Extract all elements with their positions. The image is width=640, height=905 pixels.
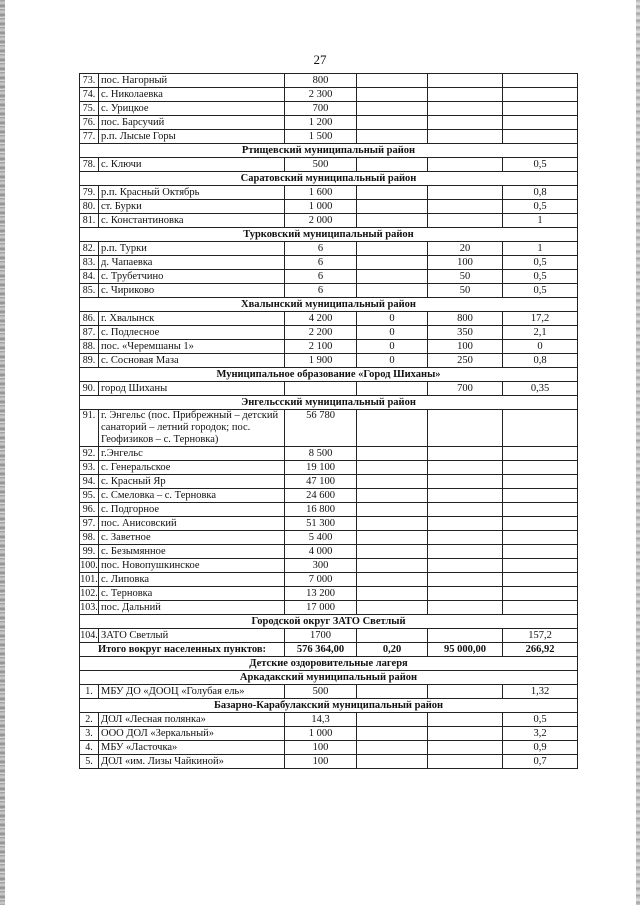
total-label: Итого вокруг населенных пунктов: <box>80 643 285 657</box>
settlement-name: с. Трубетчино <box>99 270 285 284</box>
value-col-1: 700 <box>285 102 357 116</box>
total-value-4: 266,92 <box>503 643 578 657</box>
value-col-3: 350 <box>428 326 503 340</box>
settlement-name: ООО ДОЛ «Зеркальный» <box>99 727 285 741</box>
section-header: Аркадакский муниципальный район <box>80 671 578 685</box>
value-col-4: 1 <box>503 242 578 256</box>
value-col-4 <box>503 116 578 130</box>
row-number: 92. <box>80 447 99 461</box>
row-number: 3. <box>80 727 99 741</box>
settlement-name: с. Ключи <box>99 158 285 172</box>
row-number: 4. <box>80 741 99 755</box>
value-col-4: 0,5 <box>503 270 578 284</box>
settlement-name: с. Чириково <box>99 284 285 298</box>
settlement-name: ДОЛ «Лесная полянка» <box>99 713 285 727</box>
value-col-3 <box>428 531 503 545</box>
table-row <box>80 741 578 755</box>
value-col-2 <box>357 503 428 517</box>
row-number: 100. <box>80 559 98 571</box>
value-col-1: 6 <box>285 242 357 256</box>
value-col-1: 100 <box>285 755 357 769</box>
value-col-2 <box>357 130 428 144</box>
table-row <box>80 326 578 340</box>
table-row <box>80 559 578 573</box>
total-value-1: 576 364,00 <box>285 643 357 657</box>
row-number: 2. <box>80 713 99 727</box>
row-number: 101. <box>80 573 98 585</box>
value-col-3 <box>428 158 503 172</box>
table-row <box>80 340 578 354</box>
value-col-3 <box>428 713 503 727</box>
settlement-name: с. Заветное <box>99 531 285 545</box>
value-col-4: 0,8 <box>503 354 578 368</box>
value-col-3 <box>428 601 503 615</box>
row-number: 84. <box>80 270 99 284</box>
value-col-4 <box>503 573 578 587</box>
value-col-3 <box>428 410 503 447</box>
value-col-4 <box>503 601 578 615</box>
value-col-4 <box>503 447 578 461</box>
row-number: 80. <box>80 200 99 214</box>
value-col-4 <box>503 410 578 447</box>
settlement-name: пос. Анисовский <box>99 517 285 531</box>
value-col-2 <box>357 242 428 256</box>
value-col-2 <box>357 629 428 643</box>
value-col-4: 0 <box>503 340 578 354</box>
row-number: 85. <box>80 284 99 298</box>
value-col-4: 0,5 <box>503 256 578 270</box>
value-col-3: 100 <box>428 340 503 354</box>
table-row <box>80 545 578 559</box>
value-col-3: 800 <box>428 312 503 326</box>
value-col-4 <box>503 587 578 601</box>
value-col-1: 1700 <box>285 629 357 643</box>
table-row <box>80 727 578 741</box>
table-row <box>80 88 578 102</box>
value-col-1: 1 000 <box>285 727 357 741</box>
section-header: Турковский муниципальный район <box>80 228 578 242</box>
row-number: 79. <box>80 186 99 200</box>
value-col-1: 500 <box>285 158 357 172</box>
table-row <box>80 130 578 144</box>
section-header: Детские оздоровительные лагеря <box>80 657 578 671</box>
value-col-2 <box>357 489 428 503</box>
table-row <box>80 312 578 326</box>
data-table <box>79 73 578 769</box>
value-col-4: 0,9 <box>503 741 578 755</box>
row-number: 98. <box>80 531 99 545</box>
table-row <box>80 685 578 699</box>
settlement-name: с. Подлесное <box>99 326 285 340</box>
value-col-3 <box>428 755 503 769</box>
value-col-3 <box>428 517 503 531</box>
table-row <box>80 517 578 531</box>
value-col-1 <box>285 382 357 396</box>
value-col-2 <box>357 559 428 573</box>
row-number: 81. <box>80 214 99 228</box>
value-col-2 <box>357 74 428 88</box>
value-col-2 <box>357 573 428 587</box>
value-col-2 <box>357 88 428 102</box>
value-col-3: 50 <box>428 270 503 284</box>
value-col-3 <box>428 685 503 699</box>
table-row <box>80 74 578 88</box>
value-col-4: 2,1 <box>503 326 578 340</box>
table-row <box>80 629 578 643</box>
row-number: 91. <box>80 410 99 447</box>
value-col-2 <box>357 214 428 228</box>
settlement-name: с. Смеловка – с. Терновка <box>99 489 285 503</box>
value-col-4 <box>503 88 578 102</box>
row-number: 5. <box>80 755 99 769</box>
total-value-2: 0,20 <box>357 643 428 657</box>
value-col-1: 1 200 <box>285 116 357 130</box>
value-col-3 <box>428 629 503 643</box>
section-header: Городской округ ЗАТО Светлый <box>80 615 578 629</box>
value-col-2: 0 <box>357 326 428 340</box>
settlement-name: пос. Дальний <box>99 601 285 615</box>
table-row <box>80 447 578 461</box>
section-header-row <box>80 368 578 382</box>
value-col-4 <box>503 461 578 475</box>
row-number: 76. <box>80 116 99 130</box>
row-number: 102. <box>80 587 98 599</box>
value-col-2 <box>357 531 428 545</box>
value-col-1: 6 <box>285 270 357 284</box>
settlement-name: с. Подгорное <box>99 503 285 517</box>
value-col-3: 20 <box>428 242 503 256</box>
value-col-2 <box>357 447 428 461</box>
value-col-3 <box>428 475 503 489</box>
value-col-2 <box>357 475 428 489</box>
row-number: 96. <box>80 503 99 517</box>
table-row <box>80 382 578 396</box>
section-header-row <box>80 228 578 242</box>
value-col-2 <box>357 741 428 755</box>
value-col-4 <box>503 517 578 531</box>
value-col-2 <box>357 410 428 447</box>
value-col-4: 0,35 <box>503 382 578 396</box>
value-col-3: 700 <box>428 382 503 396</box>
value-col-1: 51 300 <box>285 517 357 531</box>
settlement-name: р.п. Турки <box>99 242 285 256</box>
section-header-row <box>80 657 578 671</box>
settlement-name: ЗАТО Светлый <box>99 629 285 643</box>
value-col-2 <box>357 256 428 270</box>
settlement-name: г. Энгельс (пос. Прибрежный – детский санаторий – летний городок; пос. Геофизиков – с. Терновка) <box>99 410 285 447</box>
value-col-3 <box>428 214 503 228</box>
settlement-name: пос. Барсучий <box>99 116 285 130</box>
value-col-4: 0,5 <box>503 158 578 172</box>
value-col-1: 4 000 <box>285 545 357 559</box>
settlement-name: г. Хвалынск <box>99 312 285 326</box>
value-col-4: 157,2 <box>503 629 578 643</box>
value-col-3 <box>428 503 503 517</box>
value-col-1: 2 300 <box>285 88 357 102</box>
table-row <box>80 461 578 475</box>
row-number: 103. <box>80 601 98 613</box>
value-col-4 <box>503 102 578 116</box>
settlement-name: с. Безымянное <box>99 545 285 559</box>
settlement-name: с. Сосновая Маза <box>99 354 285 368</box>
row-number: 99. <box>80 545 99 559</box>
value-col-1: 19 100 <box>285 461 357 475</box>
value-col-2 <box>357 755 428 769</box>
row-number: 73. <box>80 74 99 88</box>
section-header-row <box>80 615 578 629</box>
value-col-1: 14,3 <box>285 713 357 727</box>
row-number: 1. <box>80 685 99 699</box>
section-header: Энгельсский муниципальный район <box>80 396 578 410</box>
settlement-name: с. Николаевка <box>99 88 285 102</box>
value-col-3 <box>428 130 503 144</box>
value-col-4: 1 <box>503 214 578 228</box>
settlement-name: г.Энгельс <box>99 447 285 461</box>
settlement-name: р.п. Лысые Горы <box>99 130 285 144</box>
value-col-2: 0 <box>357 312 428 326</box>
section-header-row <box>80 699 578 713</box>
value-col-1: 13 200 <box>285 587 357 601</box>
value-col-2 <box>357 713 428 727</box>
total-value-3: 95 000,00 <box>428 643 503 657</box>
settlement-name: д. Чапаевка <box>99 256 285 270</box>
value-col-2 <box>357 517 428 531</box>
section-header: Базарно-Карабулакский муниципальный район <box>80 699 578 713</box>
value-col-1: 56 780 <box>285 410 357 447</box>
table-row <box>80 270 578 284</box>
value-col-2 <box>357 545 428 559</box>
table-row <box>80 242 578 256</box>
table-row <box>80 186 578 200</box>
value-col-4: 17,2 <box>503 312 578 326</box>
value-col-4: 0,7 <box>503 755 578 769</box>
value-col-2 <box>357 200 428 214</box>
value-col-1: 500 <box>285 685 357 699</box>
section-header: Муниципальное образование «Город Шиханы» <box>80 368 578 382</box>
value-col-3 <box>428 74 503 88</box>
value-col-4: 0,5 <box>503 713 578 727</box>
table-row <box>80 116 578 130</box>
section-header: Саратовский муниципальный район <box>80 172 578 186</box>
row-number: 89. <box>80 354 99 368</box>
value-col-4 <box>503 559 578 573</box>
value-col-1: 100 <box>285 741 357 755</box>
page-number: 27 <box>313 52 327 67</box>
section-header-row <box>80 172 578 186</box>
value-col-2 <box>357 284 428 298</box>
value-col-3 <box>428 200 503 214</box>
row-number: 94. <box>80 475 99 489</box>
value-col-4: 1,32 <box>503 685 578 699</box>
value-col-2 <box>357 587 428 601</box>
value-col-3 <box>428 447 503 461</box>
table-row <box>80 475 578 489</box>
row-number: 95. <box>80 489 99 503</box>
value-col-3: 250 <box>428 354 503 368</box>
table-row <box>80 354 578 368</box>
value-col-1: 2 000 <box>285 214 357 228</box>
value-col-3 <box>428 102 503 116</box>
table-row <box>80 158 578 172</box>
value-col-4 <box>503 531 578 545</box>
table-row <box>80 503 578 517</box>
row-number: 88. <box>80 340 99 354</box>
value-col-1: 800 <box>285 74 357 88</box>
row-number: 90. <box>80 382 99 396</box>
value-col-4 <box>503 74 578 88</box>
value-col-2 <box>357 461 428 475</box>
settlement-name: ст. Бурки <box>99 200 285 214</box>
row-number: 93. <box>80 461 99 475</box>
value-col-3 <box>428 88 503 102</box>
row-number: 104. <box>80 629 98 641</box>
row-number: 82. <box>80 242 99 256</box>
settlement-name: с. Липовка <box>99 573 285 587</box>
scan-edge-left <box>0 0 5 905</box>
value-col-1: 1 500 <box>285 130 357 144</box>
value-col-1: 1 900 <box>285 354 357 368</box>
row-number: 87. <box>80 326 99 340</box>
settlement-name: ДОЛ «им. Лизы Чайкиной» <box>99 755 285 769</box>
value-col-2: 0 <box>357 340 428 354</box>
section-header: Ртищевский муниципальный район <box>80 144 578 158</box>
value-col-3 <box>428 489 503 503</box>
value-col-4 <box>503 130 578 144</box>
row-number: 75. <box>80 102 99 116</box>
value-col-1: 47 100 <box>285 475 357 489</box>
value-col-2 <box>357 116 428 130</box>
value-col-2 <box>357 158 428 172</box>
value-col-3 <box>428 116 503 130</box>
value-col-2 <box>357 102 428 116</box>
value-col-1: 5 400 <box>285 531 357 545</box>
value-col-1: 1 600 <box>285 186 357 200</box>
value-col-3 <box>428 559 503 573</box>
value-col-1: 16 800 <box>285 503 357 517</box>
table-row <box>80 573 578 587</box>
section-header-row <box>80 298 578 312</box>
row-number: 78. <box>80 158 99 172</box>
settlement-name: пос. «Черемшаны 1» <box>99 340 285 354</box>
table-row <box>80 587 578 601</box>
value-col-1: 1 000 <box>285 200 357 214</box>
value-col-1: 6 <box>285 284 357 298</box>
value-col-1: 4 200 <box>285 312 357 326</box>
value-col-4 <box>503 503 578 517</box>
row-number: 97. <box>80 517 99 531</box>
value-col-1: 24 600 <box>285 489 357 503</box>
value-col-4 <box>503 489 578 503</box>
value-col-2 <box>357 601 428 615</box>
table-row <box>80 256 578 270</box>
table-row <box>80 489 578 503</box>
value-col-2 <box>357 727 428 741</box>
settlement-name: МБУ «Ласточка» <box>99 741 285 755</box>
value-col-4: 0,5 <box>503 284 578 298</box>
settlement-name: с. Терновка <box>99 587 285 601</box>
value-col-3 <box>428 461 503 475</box>
settlement-name: с. Константиновка <box>99 214 285 228</box>
value-col-1: 2 100 <box>285 340 357 354</box>
row-number: 83. <box>80 256 99 270</box>
table-row <box>80 601 578 615</box>
value-col-3 <box>428 587 503 601</box>
value-col-4: 0,5 <box>503 200 578 214</box>
section-header-row <box>80 396 578 410</box>
value-col-1: 7 000 <box>285 573 357 587</box>
table-row <box>80 284 578 298</box>
table-row <box>80 214 578 228</box>
row-number: 74. <box>80 88 99 102</box>
settlement-name: с. Красный Яр <box>99 475 285 489</box>
table-row <box>80 102 578 116</box>
table-row <box>80 713 578 727</box>
value-col-4: 3,2 <box>503 727 578 741</box>
settlement-name: с. Генеральское <box>99 461 285 475</box>
value-col-2 <box>357 270 428 284</box>
total-row <box>80 643 578 657</box>
section-header-row <box>80 671 578 685</box>
value-col-1: 300 <box>285 559 357 573</box>
row-number: 86. <box>80 312 99 326</box>
value-col-2: 0 <box>357 354 428 368</box>
value-col-3 <box>428 545 503 559</box>
table-body <box>80 74 578 769</box>
section-header: Хвалынский муниципальный район <box>80 298 578 312</box>
value-col-3 <box>428 741 503 755</box>
value-col-1: 8 500 <box>285 447 357 461</box>
value-col-1: 6 <box>285 256 357 270</box>
value-col-3 <box>428 573 503 587</box>
value-col-4: 0,8 <box>503 186 578 200</box>
value-col-3: 100 <box>428 256 503 270</box>
section-header-row <box>80 144 578 158</box>
value-col-3 <box>428 727 503 741</box>
value-col-2 <box>357 186 428 200</box>
table-row <box>80 200 578 214</box>
row-number: 77. <box>80 130 99 144</box>
settlement-name: МБУ ДО «ДООЦ «Голубая ель» <box>99 685 285 699</box>
value-col-3 <box>428 186 503 200</box>
table-row <box>80 755 578 769</box>
value-col-3: 50 <box>428 284 503 298</box>
settlement-name: город Шиханы <box>99 382 285 396</box>
value-col-4 <box>503 475 578 489</box>
value-col-1: 17 000 <box>285 601 357 615</box>
settlement-name: пос. Новопушкинское <box>99 559 285 573</box>
value-col-4 <box>503 545 578 559</box>
value-col-2 <box>357 685 428 699</box>
value-col-2 <box>357 382 428 396</box>
settlement-name: с. Урицкое <box>99 102 285 116</box>
settlement-name: р.п. Красный Октябрь <box>99 186 285 200</box>
table-row <box>80 410 578 447</box>
table-row <box>80 531 578 545</box>
scan-edge-right <box>636 0 640 905</box>
value-col-1: 2 200 <box>285 326 357 340</box>
settlement-name: пос. Нагорный <box>99 74 285 88</box>
